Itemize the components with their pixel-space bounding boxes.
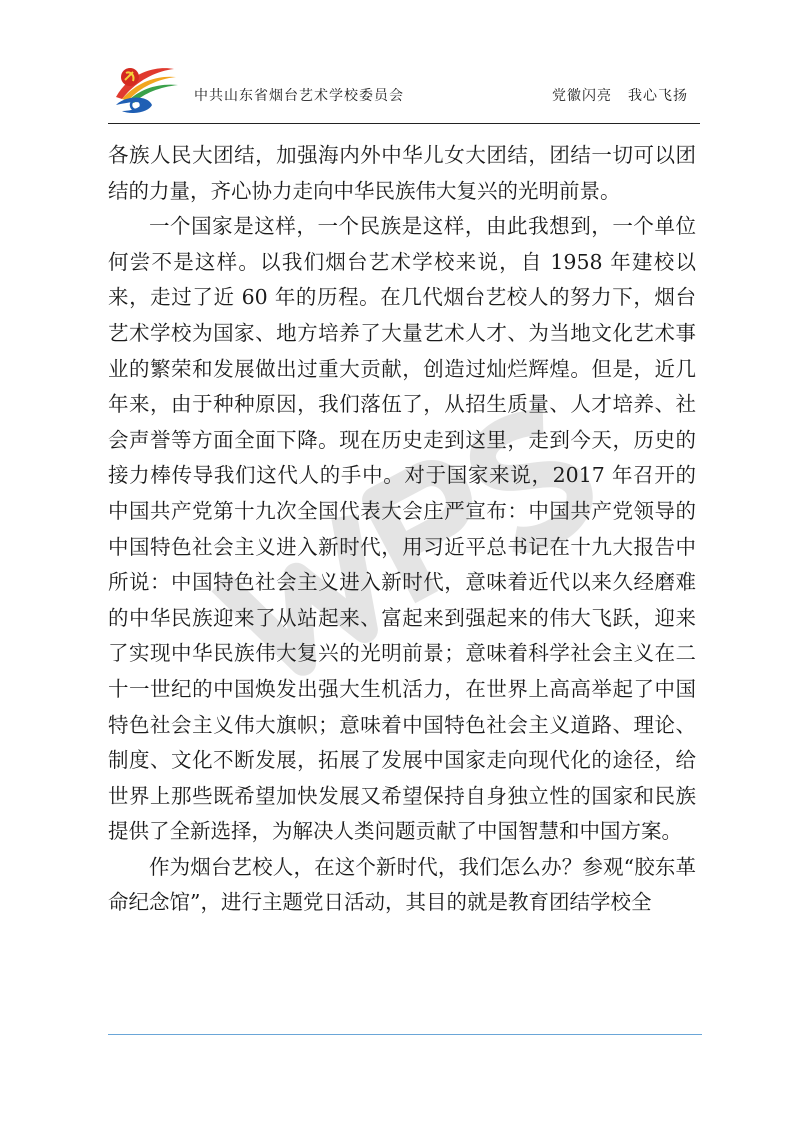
document-body bbox=[108, 138, 696, 921]
paragraph-1: 各族人民大团结，加强海内外中华儿女大团结，团结一切可以团结的力量，齐心协力走向中华民族伟大复兴的光明前景。 bbox=[108, 143, 696, 203]
slogan-part1: 党徽闪亮 bbox=[552, 88, 612, 104]
paragraph-2: 一个国家是这样，一个民族是这样，由此我想到，一个单位何尝不是这样。以我们烟台艺术学校来说，自 1958 年建校以来，走过了近 60 年的历程。在几代烟台艺校人的努力下，烟台艺术学校为国家、地方培养了大量艺术人才、为当地文化艺术事业的繁荣和发展做出过重大贡献，创造过灿烂辉煌。但是，近几年来，由于种种原因，我们落伍了，从招生质量、人才培养、社会声誉等方面全面下降。现在历史走到这里，走到今天，历史的接力棒传导我们这代人的手中。对于国家来说，2017 年召开的中国共产党第十九次全国代表大会庄严宣布：中国共产党领导的中国特色社会主义进入新时代，用习近平总书记在十九大报告中所说：中国特色社会主义进入新时代，意味着近代以来久经磨难的中华民族迎来了从站起来、富起来到强起来的伟大飞跃，迎来了实现中华民族伟大复兴的光明前景；意味着科学社会主义在二十一世纪的中国焕发出强大生机活力，在世界上高高举起了中国特色社会主义伟大旗帜；意味着中国特色社会主义道路、理论、制度、文化不断发展，拓展了发展中国家走向现代化的途径，给世界上那些既希望加快发展又希望保持自身独立性的国家和民族提供了全新选择，为解决人类问题贡献了中国智慧和中国方案。 bbox=[108, 214, 696, 844]
header-slogan bbox=[552, 85, 688, 105]
footer-divider bbox=[108, 1034, 702, 1035]
slogan-part2: 我心飞扬 bbox=[628, 88, 688, 104]
party-school-logo-icon bbox=[108, 55, 180, 117]
page-header bbox=[108, 55, 698, 117]
header-divider bbox=[108, 123, 700, 124]
paragraph-3: 作为烟台艺校人，在这个新时代，我们怎么办？参观“胶东革命纪念馆”，进行主题党日活动，其目的就是教育团结学校全 bbox=[108, 854, 696, 915]
org-name: 中共山东省烟台艺术学校委员会 bbox=[194, 88, 404, 104]
